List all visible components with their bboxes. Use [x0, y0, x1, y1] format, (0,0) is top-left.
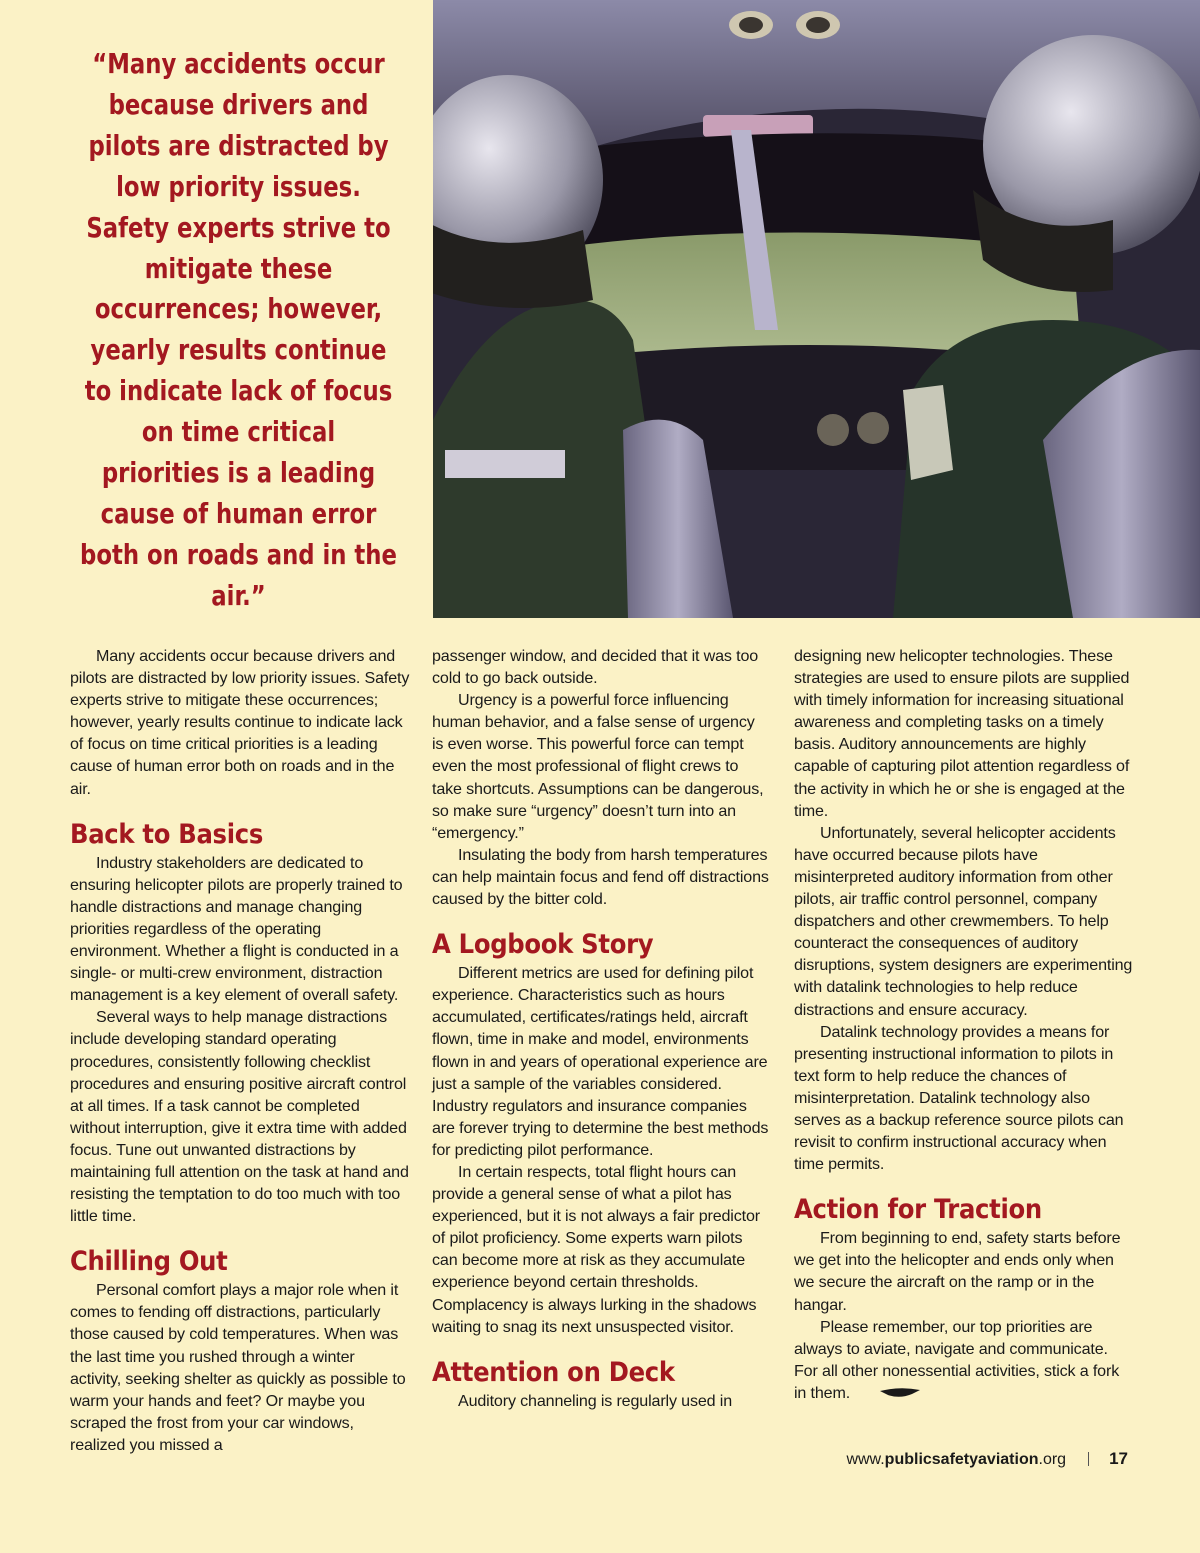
column-1	[70, 645, 410, 1456]
action-paragraph-2-text: Please remember, our top priorities are always to aviate, navigate and communicate. For all other nonessential activities, stick a fork in them.	[794, 1317, 1120, 1402]
intro-paragraph: Many accidents occur because drivers and pilots are distracted by low priority issues. Safety experts strive to mitigate these occurrences; however, yearly results continue to indicate lack of focus on time critical priorities is a leading cause of human error both on roads and in the air.	[70, 647, 410, 798]
footer-url-domain: publicsafetyaviation	[884, 1451, 1039, 1468]
heading-action-for-traction: Action for Traction	[794, 1194, 1042, 1226]
chilling-paragraph-1: Personal comfort plays a major role when it comes to fending off distractions, particularly those caused by cold temperatures. When was the last time you rushed through a winter activity, seeking shelter as quickly as possible to warm your hands and feet? Or maybe you scraped the frost from your car windows, realized you missed a	[70, 1281, 406, 1454]
cockpit-photo	[433, 0, 1200, 618]
continued-paragraph: passenger window, and decided that it was too cold to go back outside.	[432, 647, 759, 688]
logbook-paragraph-2: In certain respects, total flight hours can provide a general sense of what a pilot has experienced, but it is not always a fair predictor of pilot proficiency. Some experts warn pilots can become more at risk as they accumulate experience beyond certain thresholds. Complacency is always lurking in the shadows waiting to snag its next unsuspected visitor.	[432, 1162, 760, 1336]
footer-divider	[1088, 1452, 1089, 1466]
pull-quote: “Many accidents occur because drivers and pilots are distracted by low priority issues. Safety experts strive to mitigate these occurrences; however, yearly results continue to indicate lack of focus on time critical priorities is a leading cause of human error both on roads and in the air.”	[80, 48, 397, 612]
action-paragraph-2	[794, 1316, 1134, 1405]
logbook-paragraph-1: Different metrics are used for defining pilot experience. Characteristics such as hours accumulated, certificates/ratings held, aircraft flown, time in make and model, environments flown in and years of operational experience are just a sample of the variables considered. Industry regulators and insurance companies are forever trying to determine the best methods for predicting pilot performance.	[432, 964, 769, 1159]
heading-attention-on-deck: Attention on Deck	[432, 1356, 675, 1388]
page-footer	[846, 1449, 1128, 1469]
heading-back-to-basics: Back to Basics	[70, 818, 263, 850]
continued-paragraph: designing new helicopter technologies. These strategies are used to ensure pilots are supplied with timely information for increasing situational awareness and completing tasks on a timely basis. Auditory announcements are highly capable of capturing pilot attention regardless of the activity in which he or she is engaged at the time.	[794, 647, 1130, 820]
page-number: 17	[1109, 1449, 1128, 1468]
column-3	[794, 645, 1134, 1405]
attention-paragraph-1: Auditory channeling is regularly used in	[458, 1391, 733, 1410]
footer-url-prefix: www.	[846, 1451, 885, 1468]
basics-paragraph-1: Industry stakeholders are dedicated to ensuring helicopter pilots are properly trained to handle distractions and manage changing priorities regardless of the operating environment. Whether a flight is conducted in a single- or multi-crew environment, distraction management is a key element of overall safety.	[70, 853, 403, 1005]
column-2	[432, 645, 770, 1412]
urgency-paragraph: Urgency is a powerful force influencing human behavior, and a false sense of urgency is even worse. This powerful force can tempt even the most professional of flight crews to take shortcuts. Assumptions can be dangerous, so make sure “urgency” doesn’t turn into an “emergency.”	[432, 691, 764, 842]
insulating-paragraph: Insulating the body from harsh temperatures can help maintain focus and fend off distractions caused by the bitter cold.	[432, 845, 769, 909]
heading-logbook-story: A Logbook Story	[432, 929, 654, 961]
datalink-paragraph: Datalink technology provides a means for presenting instructional information to pilots in text form to help reduce the chances of misinterpretation. Datalink technology also serves as a backup reference source pilots can revisit to confirm instructional accuracy when time permits.	[794, 1022, 1124, 1174]
helicopter-end-mark-icon	[854, 1383, 920, 1405]
footer-url-suffix: .org	[1038, 1451, 1067, 1468]
basics-paragraph-2: Several ways to help manage distractions include developing standard operating procedures, consistently following checklist procedures and ensuring positive aircraft control at all times. If a task cannot be completed without interruption, give it extra time with added focus. Tune out unwanted distractions by maintaining full attention on the task at hand and resisting the temptation to do too much with too little time.	[70, 1008, 409, 1226]
unfortunately-paragraph: Unfortunately, several helicopter accidents have occurred because pilots have misinterpreted auditory information from other pilots, air traffic control personnel, company dispatchers and other crewmembers. To help counteract the consequences of auditory disruptions, system designers are experimenting with datalink technologies to help reduce distractions and ensure accuracy.	[794, 823, 1133, 1019]
heading-chilling-out: Chilling Out	[70, 1246, 228, 1278]
action-paragraph-1: From beginning to end, safety starts before we get into the helicopter and ends only when we secure the aircraft on the ramp or in the hangar.	[794, 1229, 1121, 1314]
